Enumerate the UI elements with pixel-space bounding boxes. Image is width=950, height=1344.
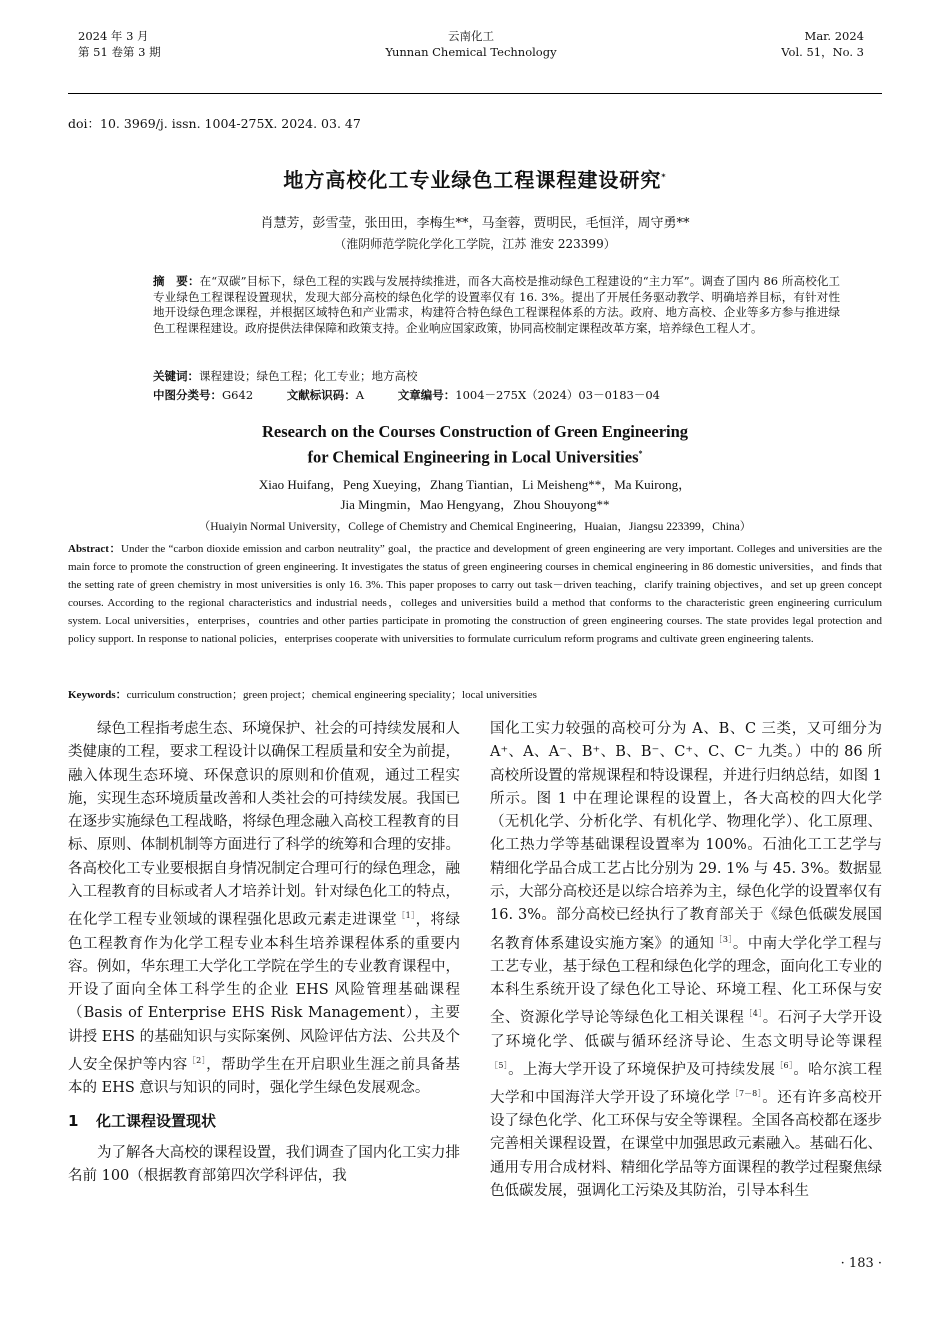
header-issue-en: Mar. 2024 Vol. 51，No. 3 xyxy=(781,29,864,59)
classification-line: 中图分类号：G642 文献标识码：A 文章编号：1004－275X（2024）03－0183－04 xyxy=(153,388,660,402)
citation-ref: ［5］ xyxy=(490,1060,509,1070)
running-header xyxy=(78,28,864,88)
keywords-en: Keywords：curriculum construction；green project；chemical engineering speciality；local universities xyxy=(68,689,537,701)
abstract-cn-text: 在“双碳”目标下，绿色工程的实践与发展持续推进，而各大高校是推动绿色工程建设的“主力军”。调查了国内 86 所高校化工专业绿色工程课程设置现状，发现大部分高校的绿色化学的设置率仅有 16. 3%。提出了开展任务驱动教学、明确培养目标，有针对性地开设绿色理念课程，并根据区域特色和产业需求，构建符合特色绿色工程课程体系的方法。政府、地方高校、企业等多方参与推进绿色工程课程建设。政府提供法律保障和政策支持。企业响应国家政策，协同高校制定课程改革方案，培养绿色工程人才。 xyxy=(153,274,840,335)
body-column-left xyxy=(68,718,460,1188)
authors-en: Xiao Huifang，Peng Xueying，Zhang Tiantian，Li Meisheng**，Ma Kuirong， Jia Mingmin，Mao Hengyang，Zhou Shouyong** xyxy=(258,477,692,512)
abstract-en-label: Abstract： xyxy=(68,543,122,555)
citation-ref: ［6］ xyxy=(775,1060,794,1070)
body-paragraph: 绿色工程指考虑生态、环境保护、社会的可持续发展和人类健康的工程，要求工程设计以确保工程质量和安全为前提，融入体现生态环境、环保意识的原则和价值观，通过工程实施，实现生态环境质量改善和人类社会的可持续发展。我国已在逐步实施绿色工程战略，将绿色理念融入高校工程教育的目标、原则、体制机制等方面进行了科学的统筹和合理的安排。各高校化工专业要根据自身情况制定合理可行的绿色理念，融入工程教育的目标或者人才培养计划。针对绿色化工的特点，在化学工程专业领域的课程强化思政元素走进课堂$^{[1]}$，将绿色工程教育作为化学工程专业本科生培养课程体系的重要内容。例如，华东理工大学化工学院在学生的专业教育课程中，开设了面向全体工科学生的企业 EHS 风险管理基础课程（Basis of Enterprise EHS Risk Management），主要讲授 EHS 的基础知识与实际案例、风险评估方法、公共及个人安全保护等内容$^{[2]}$，帮助学生在开启职业生涯之前具备基本的 EHS 意识与知识的同时，强化学生绿色发展观念。 xyxy=(68,721,461,1097)
title-cn: 地方高校化工专业绿色工程课程建设研究* xyxy=(283,168,667,192)
body-column-right xyxy=(490,718,882,1203)
citation-ref: ［7－8］ xyxy=(730,1088,763,1098)
abstract-cn xyxy=(153,274,840,336)
header-issue-cn: 2024 年 3 月 第 51 卷第 3 期 xyxy=(78,29,161,59)
doi: doi：10. 3969/j. issn. 1004-275X. 2024. 03. 47 xyxy=(68,116,361,131)
abstract-en xyxy=(68,540,882,648)
title-cn-footnote-mark: * xyxy=(661,172,667,182)
affiliation-en: （Huaiyin Normal University，College of Chemistry and Chemical Engineering，Huaian，Jiangsu 223399，China） xyxy=(198,521,752,533)
citation-ref: ［4］ xyxy=(744,1009,763,1019)
page-number: · 183 · xyxy=(840,1256,882,1271)
citation-ref: ［3］ xyxy=(714,934,733,944)
section-heading: 1 化工课程设置现状 xyxy=(68,1112,217,1131)
header-rule xyxy=(68,93,882,94)
authors-cn: 肖慧芳，彭雪莹，张田田，李梅生**，马奎蓉，贾明民，毛恒洋，周守勇** xyxy=(260,216,690,231)
citation-ref: ［2］ xyxy=(187,1055,207,1065)
header-journal: 云南化工 Yunnan Chemical Technology xyxy=(385,29,557,59)
abstract-en-text: Under the “carbon dioxide emission and carbon neutrality” goal，the practice and development of green engineering are very important. Colleges and universities are the main force to promote the construction of green engineering. It investigates the status of green engineering courses in chemical engineering in 86 domestic universities，and finds that the setting rate of green chemistry in most universities is only 16. 3%. This paper proposes to carry out task－driven teaching，clarify training objectives，and set up green concept courses. According to the regional characteristics and industrial needs，colleges and universities build a method that conforms to the characteristic green engineering curriculum system. Local universities，enterprises，countries and other parties participate in promoting the construction of green engineering courses. The state provides legal protection and policy support. In response to national policies，enterprises cooperate with universities to formulate curriculum reform programs and cultivate green engineering talents. xyxy=(68,543,882,645)
body-paragraph: 国化工实力较强的高校可分为 A、B、C 三类，又可细分为 A⁺、A、A⁻、B⁺、B、B⁻、C⁺、C、C⁻ 九类。）中的 86 所高校所设置的常规课程和特设课程，并进行归纳总结，如图 1 所示。图 1 中在理论课程的设置上，各大高校的四大化学（无机化学、分析化学、有机化学、物理化学）、化工原理、化工热力学等基础课程设置率为 100%。石油化工工艺学与精细化学品合成工艺占比分别为 29. 1% 与 45. 3%。数据显示，大部分高校还是以综合培养为主，绿色化学的设置率仅有 16. 3%。部分高校已经执行了教育部关于《绿色低碳发展国名教育体系建设实施方案》的通知$^{[3]}$。中南大学化学工程与工艺专业，基于绿色工程和绿色化学的理念，面向化工专业的本科生系统开设了绿色化工导论、环境工程、化工环保与安全、资源化学导论等绿色化工相关课程$^{[4]}$。石河子大学开设了环境化学、低碳与循环经济导论、生态文明导论等课程$^{[5]}$。上海大学开设了环境保护及可持续发展$^{[6]}$。哈尔滨工程大学和中国海洋大学开设了环境化学$^{[7-8]}$。还有许多高校开设了绿色化学、化工环保与安全等课程。全国各高校都在逐步完善相关课程设置，在课堂中加强思政元素融入。基础石化、通用专用合成材料、精细化学品等方面课程的教学过程聚焦绿色低碳发展，强调化工污染及其防治，引导本科生 xyxy=(490,721,883,1199)
affiliation-cn: （淮阴师范学院化学化工学院，江苏 淮安 223399） xyxy=(334,237,616,251)
title-en: Research on the Courses Construction of Green Engineering for Chemical Engineering in Local Universities* xyxy=(261,422,689,467)
citation-ref: ［1］ xyxy=(397,911,416,921)
keywords-cn: 关键词：课程建设；绿色工程；化工专业；地方高校 xyxy=(153,369,418,383)
abstract-cn-label: 摘 要： xyxy=(153,274,200,288)
body-paragraph: 为了解各大高校的课程设置，我们调查了国内化工实力排名前 100（根据教育部第四次学科评估，我 xyxy=(68,1144,460,1184)
